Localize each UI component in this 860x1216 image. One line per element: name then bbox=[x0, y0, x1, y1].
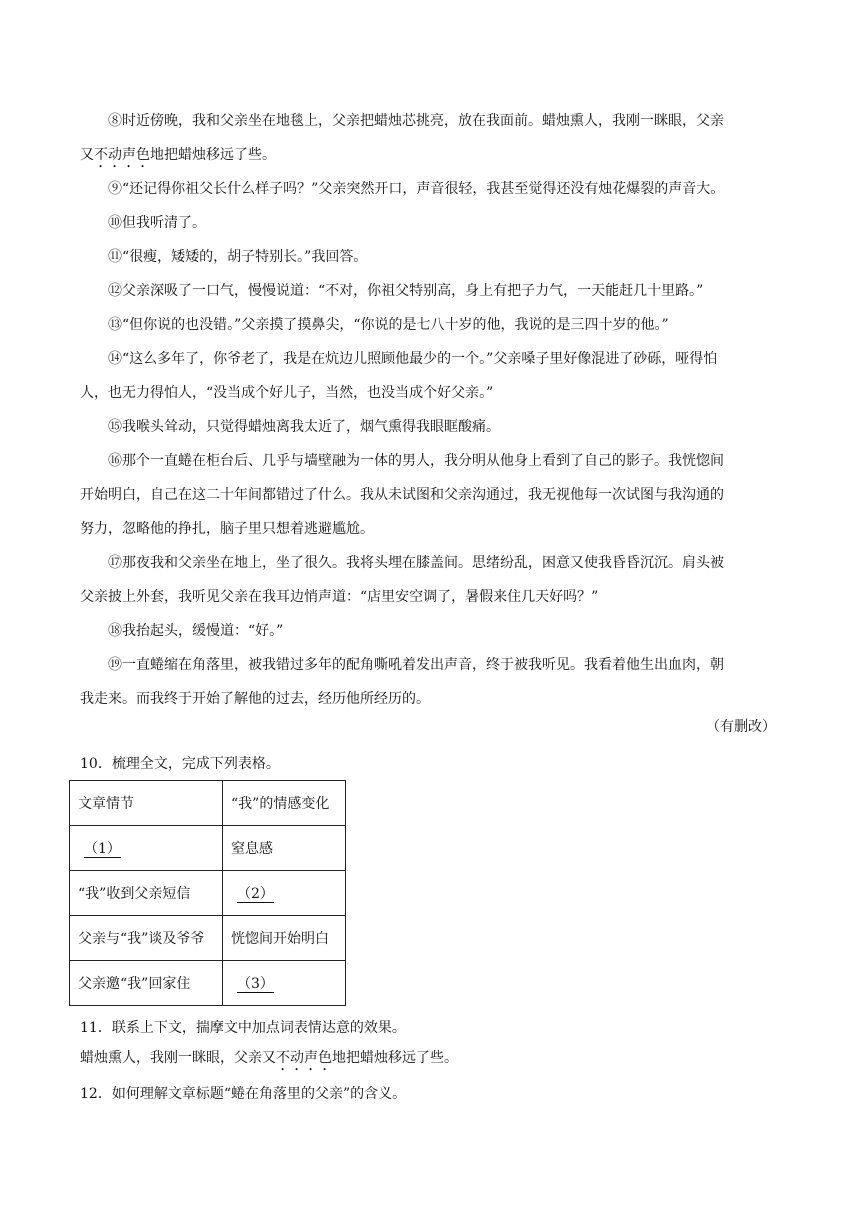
paragraph-19-line-2: 我走来。而我终于开始了解他的过去，经历他所经历的。 bbox=[80, 691, 430, 707]
paragraph-16-line-1: ⑯那个一直蜷在柜台后、几乎与墙壁融为一体的男人，我分明从他身上看到了自己的影子。我恍惚间 bbox=[108, 453, 724, 469]
blank-1[interactable]: （1） bbox=[84, 841, 121, 857]
paragraph-17-line-1: ⑰那夜我和父亲坐在地上，坐了很久。我将头埋在膝盖间。思绪纷乱，困意又使我昏昏沉沉。肩头被 bbox=[108, 555, 724, 571]
source-note: （有删改） bbox=[706, 719, 776, 735]
question-12-title: 12．如何理解文章标题“蜷在角落里的父亲”的含义。 bbox=[80, 1086, 407, 1102]
blank-3[interactable]: （3） bbox=[237, 976, 274, 992]
table-header-cell: “我”的情感变化 bbox=[223, 781, 346, 826]
paragraph-11: ⑪“很瘦，矮矮的，胡子特别长。”我回答。 bbox=[108, 249, 368, 265]
dotted-word: 不动声色 bbox=[276, 1050, 332, 1066]
paragraph-12: ⑫父亲深吸了一口气，慢慢说道：“不对，你祖父特别高，身上有把子力气，一天能赶几十里路。” bbox=[108, 283, 704, 299]
table-cell bbox=[70, 826, 223, 871]
q11-sentence-post: 地把蜡烛移远了些。 bbox=[332, 1050, 458, 1066]
paragraph-17-line-2: 父亲披上外套，我听见父亲在我耳边悄声道：“店里安空调了，暑假来住几天好吗？” bbox=[80, 589, 599, 605]
table-row bbox=[70, 961, 346, 1006]
paragraph-16 bbox=[80, 444, 785, 546]
paragraph-16-line-2: 开始明白，自己在这二十年间都错过了什么。我从未试图和父亲沟通过，我无视他每一次试图与我沟通的 bbox=[80, 487, 724, 503]
p8-line2-post: 地把蜡烛移远了些。 bbox=[150, 147, 276, 163]
question-11-sentence bbox=[80, 1046, 458, 1074]
table-cell: 窒息感 bbox=[223, 826, 346, 871]
question-10-title: 10．梳理全文，完成下列表格。 bbox=[80, 756, 280, 772]
paragraph-19-line-1: ⑲一直蜷缩在角落里，被我错过多年的配角嘶吼着发出声音，终于被我听见。我看着他生出血肉，朝 bbox=[108, 657, 724, 673]
paragraph-10: ⑩但我听清了。 bbox=[108, 215, 206, 231]
paragraph-14-line-2: 人，也无力得怕人，“没当成个好儿子，当然，也没当成个好父亲。” bbox=[80, 385, 494, 401]
paragraph-8-line-2 bbox=[80, 138, 785, 172]
table-cell bbox=[223, 961, 346, 1006]
paragraph-14-line-1: ⑭“这么多年了，你爷老了，我是在炕边儿照顾他最少的一个。”父亲嗓子里好像混进了砂砾，哑得怕 bbox=[108, 351, 718, 367]
paragraph-14 bbox=[80, 342, 785, 410]
table-header-row bbox=[70, 781, 346, 826]
paragraph-9: ⑨“还记得你祖父长什么样子吗？”父亲突然开口，声音很轻，我甚至觉得还没有烛花爆裂的声音大。 bbox=[108, 181, 725, 197]
question-11-title: 11．联系上下文，揣摩文中加点词表情达意的效果。 bbox=[80, 1020, 406, 1036]
p8-line2-pre: 又 bbox=[80, 147, 94, 163]
paragraph-18: ⑱我抬起头，缓慢道：“好。” bbox=[108, 623, 284, 639]
table-header-cell: 文章情节 bbox=[70, 781, 223, 826]
table-cell: “我”收到父亲短信 bbox=[70, 871, 223, 916]
dotted-word: 不动声色 bbox=[94, 147, 150, 163]
paragraph-16-line-3: 努力，忽略他的挣扎，脑子里只想着逃避尴尬。 bbox=[80, 521, 374, 537]
blank-2[interactable]: （2） bbox=[237, 886, 274, 902]
paragraph-17 bbox=[80, 546, 785, 614]
q11-sentence-pre: 蜡烛熏人，我刚一眯眼，父亲又 bbox=[80, 1050, 276, 1066]
table-cell: 恍惚间开始明白 bbox=[223, 916, 346, 961]
table-row bbox=[70, 871, 346, 916]
paragraph-13: ⑬“但你说的也没错。”父亲摸了摸鼻尖，“你说的是七八十岁的他，我说的是三四十岁的他。” bbox=[108, 317, 669, 333]
paragraph-15: ⑮我喉头耸动，只觉得蜡烛离我太近了，烟气熏得我眼眶酸痛。 bbox=[108, 419, 500, 435]
paragraph-8 bbox=[80, 104, 785, 172]
summary-table bbox=[69, 780, 346, 1006]
paragraph-19 bbox=[80, 648, 785, 716]
table-row bbox=[70, 826, 346, 871]
table-row bbox=[70, 916, 346, 961]
table-cell: 父亲邀“我”回家住 bbox=[70, 961, 223, 1006]
table-cell: 父亲与“我”谈及爷爷 bbox=[70, 916, 223, 961]
table-cell bbox=[223, 871, 346, 916]
paragraph-8-line-1: ⑧时近傍晚，我和父亲坐在地毯上，父亲把蜡烛芯挑亮，放在我面前。蜡烛熏人，我刚一眯眼，父亲 bbox=[108, 113, 724, 129]
